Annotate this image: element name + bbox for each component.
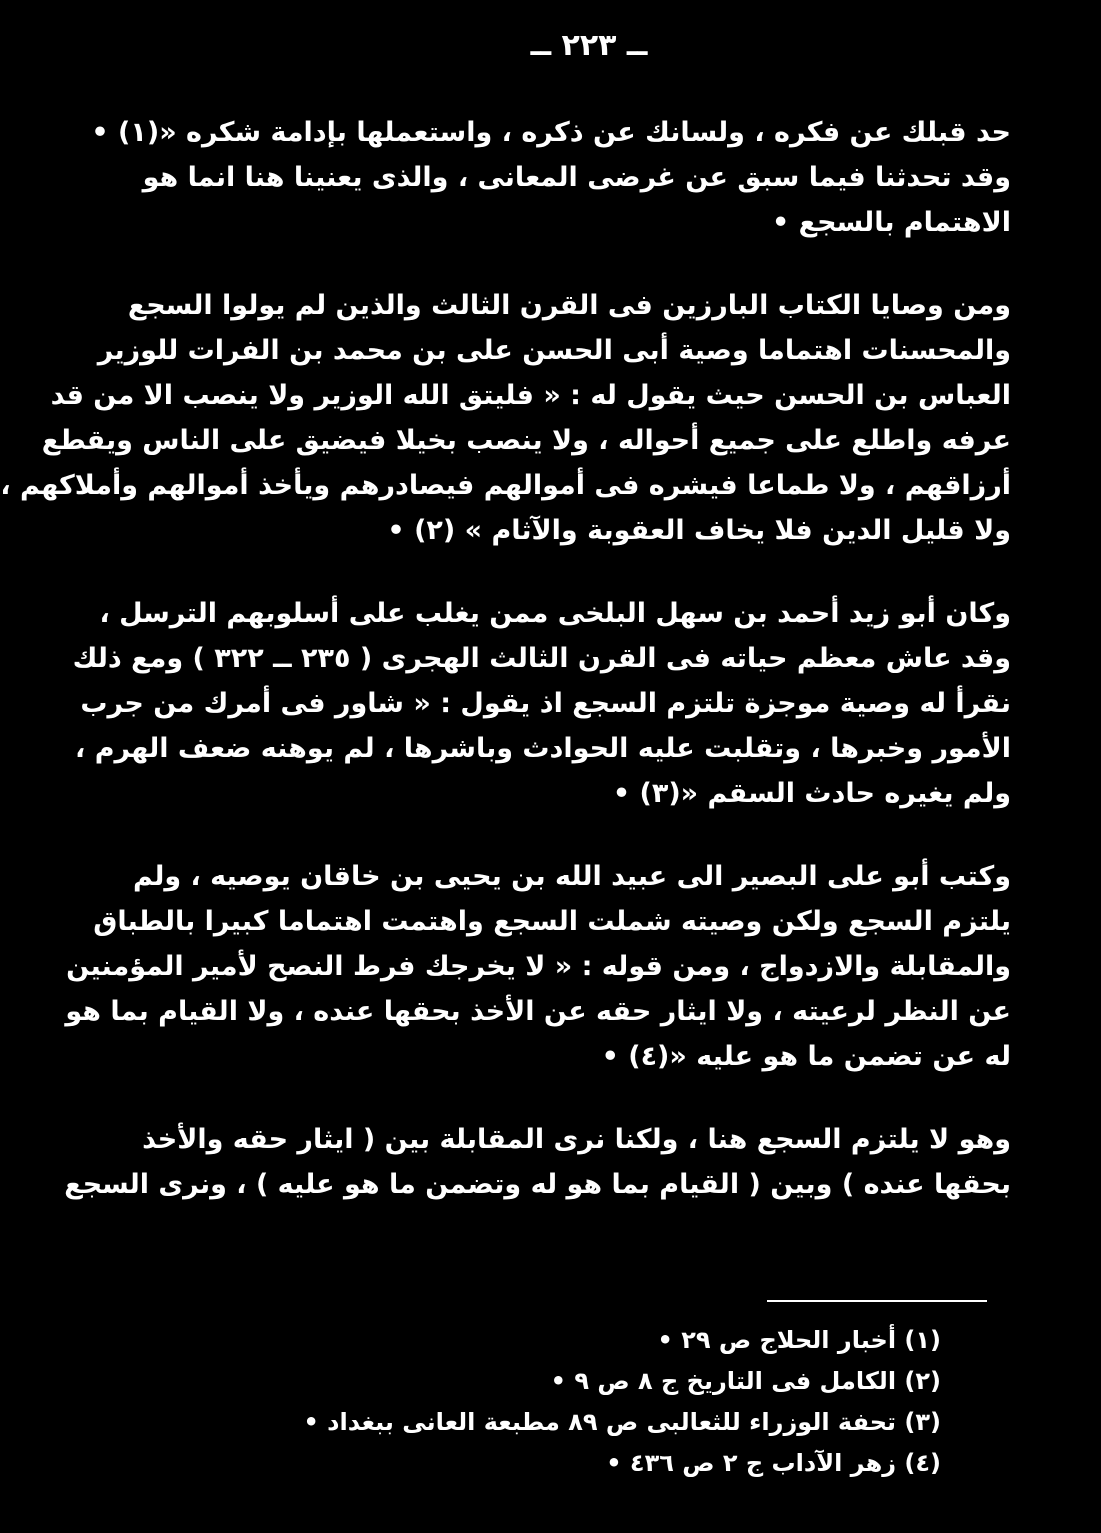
body-text <box>0 110 1011 1245</box>
footnote-3: (٣) تحفة الوزراء للثعالبى ص ٨٩ مطبعة العانى ببغداد • <box>303 1408 941 1436</box>
text-line: ومن وصايا الكتاب البارزين فى القرن الثالث والذين لم يولوا السجع <box>127 290 1011 321</box>
footnote-4: (٤) زهر الآداب ج ٢ ص ٤٣٦ • <box>606 1449 941 1477</box>
text-line: الاهتمام بالسجع • <box>772 207 1011 238</box>
text-line: وهو لا يلتزم السجع هنا ، ولكنا نرى المقابلة بين ( ايثار حقه والأخذ <box>142 1124 1011 1155</box>
text-line: أرزاقهم ، ولا طماعا فيشره فى أموالهم فيصادرهم ويأخذ أموالهم وأملاكهم ، <box>0 470 1011 501</box>
text-line: وقد تحدثنا فيما سبق عن غرضى المعانى ، والذى يعنينا هنا انما هو <box>142 162 1011 193</box>
text-line: ولا قليل الدين فلا يخاف العقوبة والآثام » (٢) • <box>387 515 1011 546</box>
text-line: وقد عاش معظم حياته فى القرن الثالث الهجرى ( ٢٣٥ ــ ٣٢٢ ) ومع ذلك <box>72 643 1011 674</box>
footnotes <box>303 1320 941 1484</box>
paragraph-5 <box>64 1117 1011 1207</box>
text-line: له عن تضمن ما هو عليه «(٤) • <box>601 1041 1011 1072</box>
text-line: حد قبلك عن فكره ، ولسانك عن ذكره ، واستعملها بإدامة شكره «(١) • <box>91 117 1011 148</box>
text-line: بحقها عنده ) وبين ( القيام بما هو له وتضمن ما هو عليه ) ، ونرى السجع <box>64 1169 1011 1200</box>
footnote-2: (٢) الكامل فى التاريخ ج ٨ ص ٩ • <box>550 1367 941 1395</box>
footnote-divider <box>767 1300 987 1302</box>
text-line: العباس بن الحسن حيث يقول له : « فليتق الله الوزير ولا ينصب الا من قد <box>50 380 1011 411</box>
paragraph-2 <box>0 283 1011 553</box>
text-line: يلتزم السجع ولكن وصيته شملت السجع واهتمت اهتماما كبيرا بالطباق <box>93 906 1011 937</box>
text-line: والمحسنات اهتماما وصية أبى الحسن على بن محمد بن الفرات للوزير <box>97 335 1011 366</box>
text-line: والمقابلة والازدواج ، ومن قوله : « لا يخرجك فرط النصح لأمير المؤمنين <box>66 951 1011 982</box>
text-line: وكتب أبو على البصير الى عبيد الله بن يحيى بن خاقان يوصيه ، ولم <box>133 861 1011 892</box>
text-line: نقرأ له وصية موجزة تلتزم السجع اذ يقول : « شاور فى أمرك من جرب <box>80 688 1011 719</box>
paragraph-3 <box>72 591 1011 816</box>
text-line: ولم يغيره حادث السقم «(٣) • <box>612 778 1011 809</box>
page-number: ــ ٢٢٣ ــ <box>530 28 648 63</box>
paragraph-1 <box>91 110 1011 245</box>
text-line: الأمور وخبرها ، وتقلبت عليه الحوادث وباشرها ، لم يوهنه ضعف الهرم ، <box>75 733 1011 764</box>
text-line: عن النظر لرعيته ، ولا ايثار حقه عن الأخذ بحقها عنده ، ولا القيام بما هو <box>65 996 1011 1027</box>
text-line: عرفه واطلع على جميع أحواله ، ولا ينصب بخيلا فيضيق على الناس ويقطع <box>41 425 1011 456</box>
footnote-1: (١) أخبار الحلاج ص ٢٩ • <box>657 1326 941 1354</box>
paragraph-4 <box>65 854 1011 1079</box>
text-line: وكان أبو زيد أحمد بن سهل البلخى ممن يغلب على أسلوبهم الترسل ، <box>99 598 1011 629</box>
